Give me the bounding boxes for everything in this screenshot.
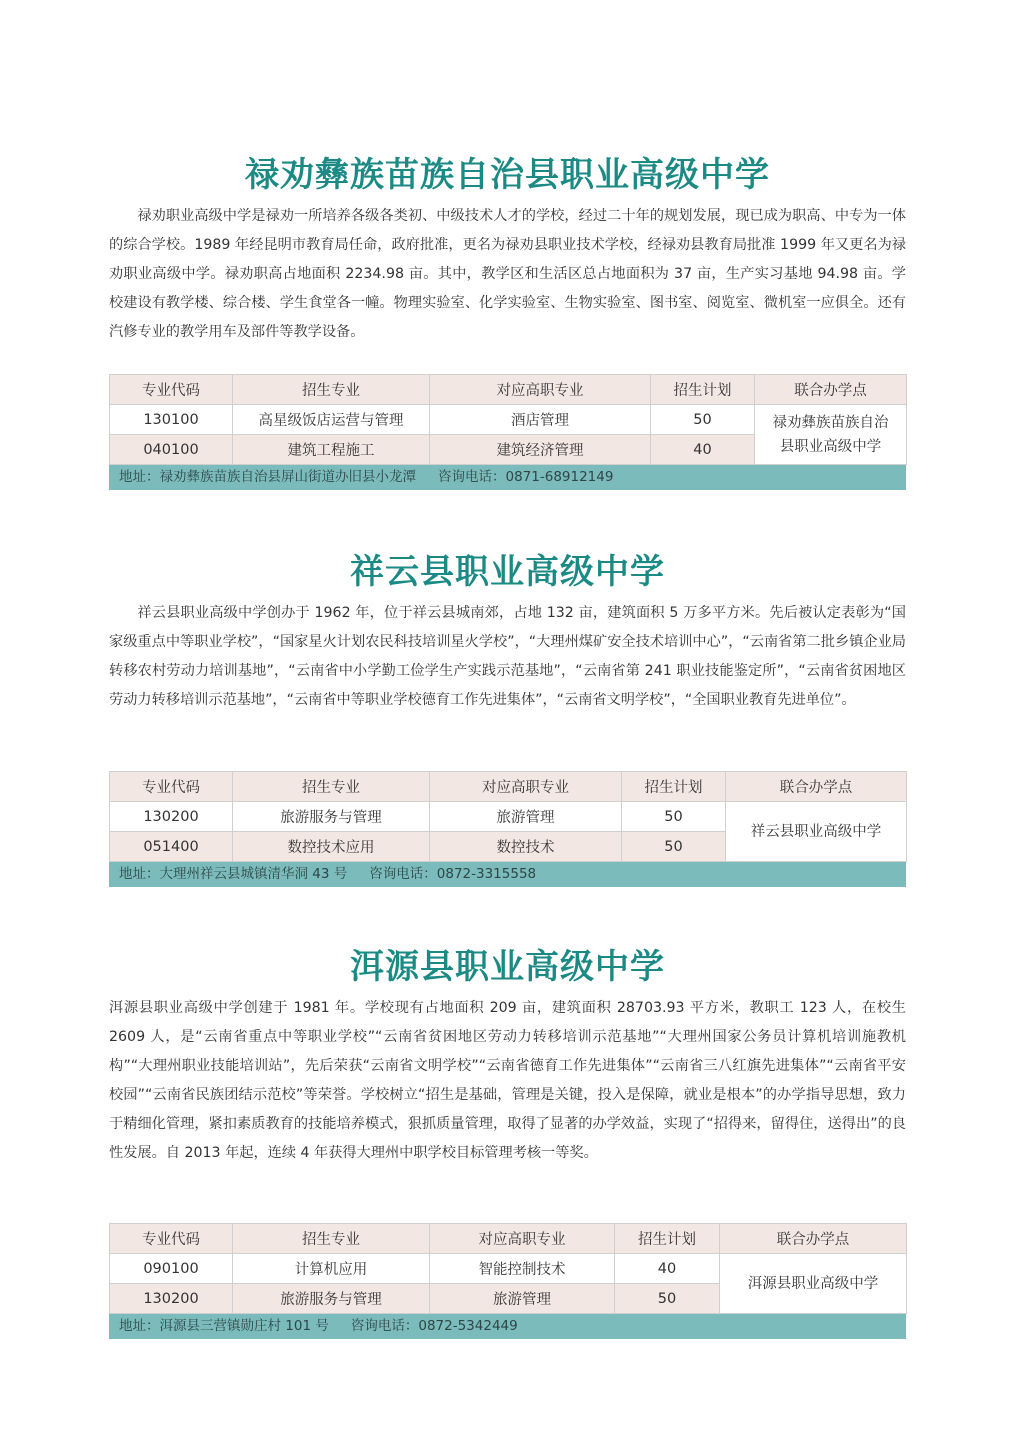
school-description: 禄劝职业高级中学是禄劝一所培养各级各类初、中级技术人才的学校，经过二十年的规划发展，现已成为职高、中专为一体的综合学校。1989 年经昆明市教育局任命，政府批准，更名为禄劝县职业技术学校，经禄劝县教育局批准 1999 年又更名为禄劝职业高级中学。禄劝职高占地面积 2234.98 亩。其中，教学区和生活区总占地面积为 37 亩，生产实习基地 94.98 亩。学校建设有教学楼、综合楼、学生食堂各一幢。物理实验室、化学实验室、生物实验室、图书室、阅览室、微机室一应俱全。还有汽修专业的教学用车及部件等教学设备。 [109,208,906,340]
program-table-3 [109,1223,906,1339]
cell-higher-major: 酒店管理 [430,405,651,435]
header-higher-major: 对应高职专业 [430,1224,615,1254]
table-row [110,405,907,435]
school-description: 祥云县职业高级中学创办于 1962 年，位于祥云县城南郊，占地 132 亩，建筑面积 5 万多平方米。先后被认定表彰为“国家级重点中等职业学校”，“国家星火计划农民科技培训星火学校”，“大理州煤矿安全技术培训中心”，“云南省第二批乡镇企业局转移农村劳动力培训基地”，“云南省中小学勤工俭学生产实践示范基地”，“云南省第 241 职业技能鉴定所”，“云南省贫困地区劳动力转移培训示范基地”，“云南省中等职业学校德育工作先进集体”，“云南省文明学校”，“全国职业教育先进单位”。 [109,605,906,708]
school-section-2 [109,547,906,715]
header-code: 专业代码 [110,772,233,802]
phone-text: 咨询电话：0872-3315558 [369,866,537,882]
address-bar [109,862,906,887]
cell-plan: 50 [651,405,755,435]
cell-code: 130200 [110,1284,233,1314]
cell-plan: 50 [622,802,726,832]
header-higher-major: 对应高职专业 [430,375,651,405]
table-header-row [110,772,907,802]
cell-major: 旅游服务与管理 [233,802,430,832]
phone-text: 咨询电话：0871-68912149 [438,469,614,485]
table-row [110,1254,907,1284]
header-major: 招生专业 [233,375,430,405]
cell-code: 130200 [110,802,233,832]
table-header-row [110,1224,907,1254]
cell-higher-major: 智能控制技术 [430,1254,615,1284]
cell-major: 旅游服务与管理 [233,1284,430,1314]
header-higher-major: 对应高职专业 [430,772,622,802]
header-major: 招生专业 [233,1224,430,1254]
header-major: 招生专业 [233,772,430,802]
header-plan: 招生计划 [651,375,755,405]
school-title: 祥云县职业高级中学 [350,552,665,592]
address-text: 地址：禄劝彝族苗族自治县屏山街道办旧县小龙潭 [119,469,416,485]
cell-plan: 40 [651,435,755,465]
cell-partner [755,405,907,465]
cell-code: 130100 [110,405,233,435]
school-title: 洱源县职业高级中学 [350,947,665,987]
program-table-2 [109,771,906,887]
cell-code: 051400 [110,832,233,862]
cell-major: 计算机应用 [233,1254,430,1284]
header-partner: 联合办学点 [726,772,907,802]
cell-major: 建筑工程施工 [233,435,430,465]
header-code: 专业代码 [110,375,233,405]
cell-major: 高星级饭店运营与管理 [233,405,430,435]
address-text: 地址：大理州祥云县城镇清华洞 43 号 [119,866,348,882]
header-partner: 联合办学点 [755,375,907,405]
address-bar [109,465,906,490]
header-partner: 联合办学点 [720,1224,907,1254]
cell-plan: 40 [615,1254,720,1284]
cell-higher-major: 旅游管理 [430,802,622,832]
cell-partner: 洱源县职业高级中学 [720,1254,907,1314]
cell-higher-major: 数控技术 [430,832,622,862]
table-row [110,802,907,832]
program-table-1 [109,374,906,490]
header-plan: 招生计划 [622,772,726,802]
cell-higher-major: 建筑经济管理 [430,435,651,465]
address-text: 地址：洱源县三营镇勋庄村 101 号 [119,1318,329,1334]
cell-code: 090100 [110,1254,233,1284]
school-description: 洱源县职业高级中学创建于 1981 年。学校现有占地面积 209 亩，建筑面积 28703.93 平方米，教职工 123 人，在校生 2609 人，是“云南省重点中等职业学校”“云南省贫困地区劳动力转移培训示范基地”“大理州国家公务员计算机培训施教机构”“大理州职业技能培训站”，先后荣获“云南省文明学校”“云南省德育工作先进集体”“云南省三八红旗先进集体”“云南省平安校园”“云南省民族团结示范校”等荣誉。学校树立“招生是基础，管理是关键，投入是保障，就业是根本”的办学指导思想，致力于精细化管理，紧扣素质教育的技能培养模式，狠抓质量管理，取得了显著的办学效益，实现了“招得来，留得住，送得出”的良性发展。自 2013 年起，连续 4 年获得大理州中职学校目标管理考核一等奖。 [109,1000,906,1161]
header-code: 专业代码 [110,1224,233,1254]
partner-text: 禄劝彝族苗族自治县职业高级中学 [772,414,889,455]
school-section-3 [109,942,906,1168]
cell-plan: 50 [615,1284,720,1314]
school-section-1 [109,150,906,347]
header-plan: 招生计划 [615,1224,720,1254]
cell-major: 数控技术应用 [233,832,430,862]
address-bar [109,1314,906,1339]
table-header-row [110,375,907,405]
cell-plan: 50 [622,832,726,862]
cell-code: 040100 [110,435,233,465]
cell-partner: 祥云县职业高级中学 [726,802,907,862]
cell-higher-major: 旅游管理 [430,1284,615,1314]
school-title: 禄劝彝族苗族自治县职业高级中学 [245,155,770,195]
phone-text: 咨询电话：0872-5342449 [350,1318,518,1334]
